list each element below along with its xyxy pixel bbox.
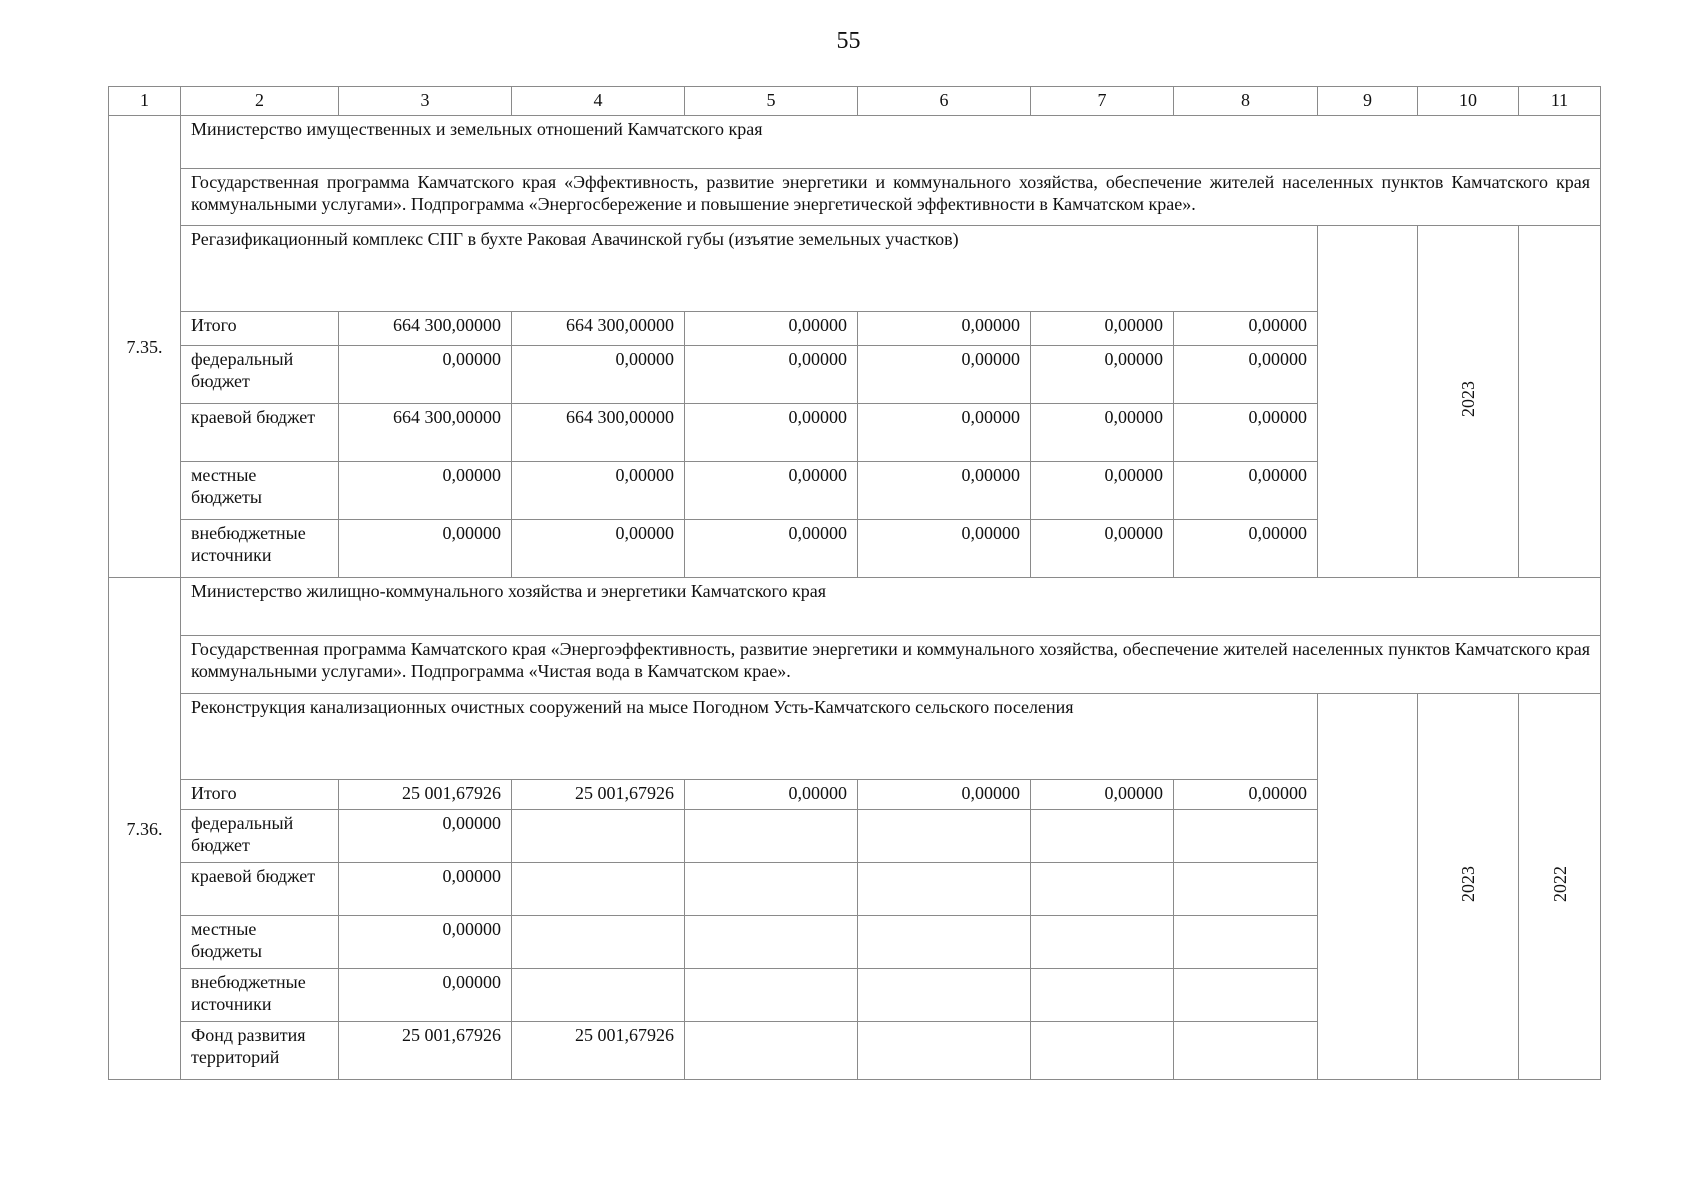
value-cell (512, 863, 685, 916)
value-cell: 0,00000 (339, 462, 512, 520)
row-label: краевой бюджет (181, 863, 339, 916)
value-cell: 0,00000 (512, 520, 685, 578)
value-cell: 0,00000 (339, 916, 512, 969)
value-cell: 0,00000 (1174, 346, 1318, 404)
value-cell (1031, 916, 1174, 969)
value-cell: 0,00000 (858, 346, 1031, 404)
value-cell: 664 300,00000 (339, 312, 512, 346)
value-cell: 664 300,00000 (512, 312, 685, 346)
column-header: 9 (1318, 87, 1418, 116)
value-cell: 0,00000 (1174, 312, 1318, 346)
program-description: Государственная программа Камчатского края «Энергоэффективность, развитие энергетики и коммунального хозяйства, обеспечение жителей населенных пунктов Камчатского края коммунальными услугами». Подпрограмма «Чистая вода в Камчатском крае». (181, 636, 1601, 694)
value-cell: 0,00000 (339, 863, 512, 916)
year-column-11 (1519, 226, 1601, 578)
value-cell (1031, 863, 1174, 916)
row-label: внебюджетные источники (181, 969, 339, 1022)
value-cell (685, 863, 858, 916)
value-cell: 25 001,67926 (339, 780, 512, 810)
value-cell (1174, 969, 1318, 1022)
value-cell (512, 969, 685, 1022)
column-header: 6 (858, 87, 1031, 116)
column-header: 2 (181, 87, 339, 116)
value-cell (685, 1022, 858, 1080)
column-header: 11 (1519, 87, 1601, 116)
value-cell: 0,00000 (339, 969, 512, 1022)
object-name: Регазификационный комплекс СПГ в бухте Раковая Авачинской губы (изъятие земельных участков) (181, 226, 1318, 312)
value-cell: 0,00000 (858, 312, 1031, 346)
column-header: 4 (512, 87, 685, 116)
value-cell: 25 001,67926 (339, 1022, 512, 1080)
column-header: 7 (1031, 87, 1174, 116)
budget-table (108, 86, 1601, 1080)
value-cell: 0,00000 (1174, 404, 1318, 462)
value-cell: 0,00000 (512, 346, 685, 404)
value-cell (1174, 810, 1318, 863)
row-label: Итого (181, 312, 339, 346)
value-cell (685, 916, 858, 969)
row-label: федеральный бюджет (181, 346, 339, 404)
value-cell: 0,00000 (1031, 312, 1174, 346)
row-label: местные бюджеты (181, 916, 339, 969)
column-header: 3 (339, 87, 512, 116)
value-cell: 0,00000 (1174, 780, 1318, 810)
year-column-10 (1418, 226, 1519, 578)
value-cell: 0,00000 (1031, 780, 1174, 810)
column-header: 1 (109, 87, 181, 116)
row-label: Фонд развития территорий (181, 1022, 339, 1080)
value-cell (685, 810, 858, 863)
value-cell (1031, 969, 1174, 1022)
row-label: краевой бюджет (181, 404, 339, 462)
value-cell (858, 1022, 1031, 1080)
year-text: 2023 (1458, 381, 1478, 417)
column-9-cell (1318, 694, 1418, 1080)
value-cell: 25 001,67926 (512, 780, 685, 810)
value-cell (512, 810, 685, 863)
value-cell (685, 969, 858, 1022)
page-number: 55 (836, 28, 861, 54)
section-number: 7.36. (109, 578, 181, 1080)
column-header: 10 (1418, 87, 1519, 116)
value-cell: 0,00000 (685, 462, 858, 520)
value-cell: 0,00000 (1174, 520, 1318, 578)
value-cell: 0,00000 (339, 520, 512, 578)
column-9-cell (1318, 226, 1418, 578)
value-cell: 0,00000 (858, 780, 1031, 810)
value-cell: 0,00000 (1031, 346, 1174, 404)
value-cell: 0,00000 (512, 462, 685, 520)
ministry-name: Министерство жилищно-коммунального хозяйства и энергетики Камчатского края (181, 578, 1601, 636)
row-label: местные бюджеты (181, 462, 339, 520)
value-cell: 664 300,00000 (512, 404, 685, 462)
column-header: 5 (685, 87, 858, 116)
value-cell (1174, 1022, 1318, 1080)
value-cell: 25 001,67926 (512, 1022, 685, 1080)
value-cell (1031, 810, 1174, 863)
row-label: внебюджетные источники (181, 520, 339, 578)
value-cell: 0,00000 (685, 520, 858, 578)
value-cell (512, 916, 685, 969)
row-label: Итого (181, 780, 339, 810)
object-name: Реконструкция канализационных очистных сооружений на мысе Погодном Усть-Камчатского сельского поселения (181, 694, 1318, 780)
value-cell (858, 810, 1031, 863)
header-row (109, 87, 1601, 116)
value-cell: 0,00000 (1031, 404, 1174, 462)
row-label: федеральный бюджет (181, 810, 339, 863)
value-cell: 0,00000 (858, 462, 1031, 520)
year-text: 2022 (1549, 866, 1570, 902)
value-cell (1031, 1022, 1174, 1080)
value-cell: 0,00000 (685, 312, 858, 346)
value-cell (1174, 863, 1318, 916)
value-cell: 0,00000 (685, 780, 858, 810)
value-cell: 664 300,00000 (339, 404, 512, 462)
value-cell: 0,00000 (685, 346, 858, 404)
year-column-10 (1418, 694, 1519, 1080)
ministry-name: Министерство имущественных и земельных отношений Камчатского края (181, 116, 1601, 169)
value-cell: 0,00000 (858, 520, 1031, 578)
value-cell: 0,00000 (339, 346, 512, 404)
column-header: 8 (1174, 87, 1318, 116)
value-cell: 0,00000 (685, 404, 858, 462)
value-cell (858, 863, 1031, 916)
year-text: 2023 (1458, 866, 1478, 902)
value-cell (858, 969, 1031, 1022)
value-cell (858, 916, 1031, 969)
value-cell: 0,00000 (1174, 462, 1318, 520)
value-cell: 0,00000 (1031, 462, 1174, 520)
value-cell: 0,00000 (1031, 520, 1174, 578)
year-column-11 (1519, 694, 1601, 1080)
section-number: 7.35. (109, 116, 181, 578)
value-cell (1174, 916, 1318, 969)
value-cell: 0,00000 (339, 810, 512, 863)
program-description: Государственная программа Камчатского края «Эффективность, развитие энергетики и коммунального хозяйства, обеспечение жителей населенных пунктов Камчатского края коммунальными услугами». Подпрограмма «Энергосбережение и повышение энергетической эффективности в Камчатском крае». (181, 169, 1601, 226)
value-cell: 0,00000 (858, 404, 1031, 462)
